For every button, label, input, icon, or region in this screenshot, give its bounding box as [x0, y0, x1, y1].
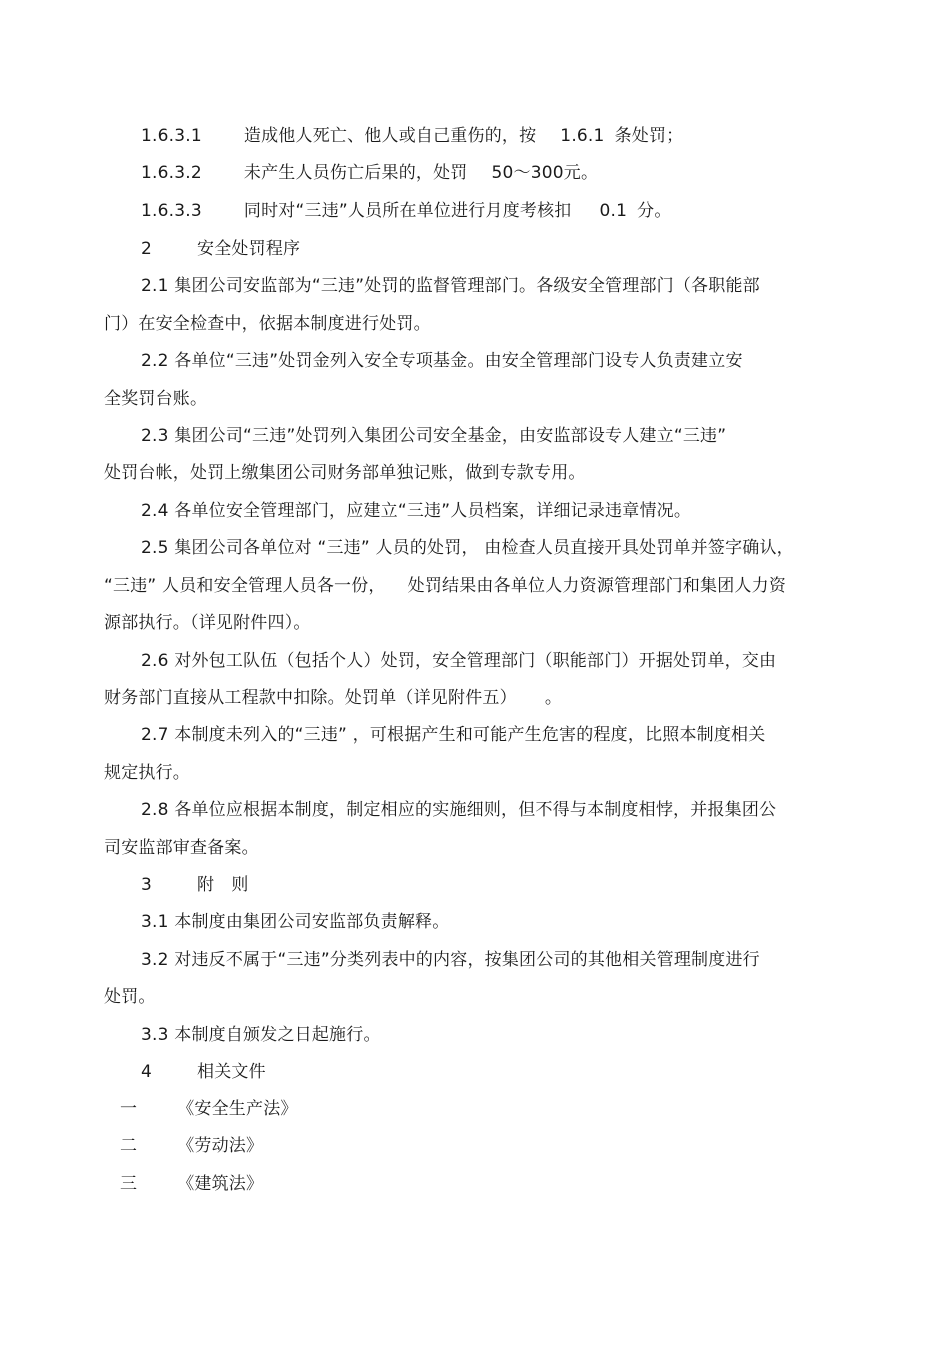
related-doc-1 [120, 1097, 298, 1121]
clause-1-6-3-2 [141, 161, 598, 185]
para-2-1-line-1: 2.1 集团公司安监部为“三违”处罚的监督管理部门。各级安全管理部门（各职能部 [141, 276, 760, 296]
doc-index: 二 [120, 1136, 138, 1156]
para-3-3: 3.3 本制度自颁发之日起施行。 [141, 1025, 381, 1045]
section-number: 4 [141, 1062, 153, 1082]
section-title: 附 则 [197, 875, 249, 895]
clause-text: 造成他人死亡、他人或自己重伤的，按 [243, 126, 537, 146]
clause-text-tail: 分。 [637, 201, 672, 221]
para-3-1: 3.1 本制度由集团公司安监部负责解释。 [141, 912, 450, 932]
section-3-heading [141, 873, 249, 897]
clause-text-tail: 条处罚； [614, 126, 684, 146]
section-title: 相关文件 [197, 1062, 266, 1082]
related-doc-2 [120, 1134, 263, 1158]
section-number: 2 [141, 239, 153, 259]
para-2-8-line-1: 2.8 各单位应根据本制度，制定相应的实施细则，但不得与本制度相悖，并报集团公 [141, 800, 777, 820]
clause-amount: 50～300元。 [491, 163, 599, 183]
para-2-8-line-2: 司安监部审查备案。 [104, 838, 259, 858]
para-2-1-line-2: 门）在安全检查中，依据本制度进行处罚。 [104, 314, 431, 334]
para-2-6-line-2 [104, 686, 562, 710]
para-2-7-line-2: 规定执行。 [104, 763, 190, 783]
para-2-5-line-3: 源部执行。（详见附件四）。 [104, 613, 311, 633]
clause-ref: 1.6.1 [560, 126, 605, 146]
section-4-heading [141, 1060, 266, 1084]
para-2-5-line-2b: 处罚结果由各单位人力资源管理部门和集团人力资 [407, 576, 787, 596]
para-2-5-line-1: 2.5 集团公司各单位对 “三违” 人员的处罚， 由检查人员直接开具处罚单并签字确认， [141, 538, 794, 558]
section-title: 安全处罚程序 [197, 239, 301, 259]
doc-name: 《安全生产法》 [177, 1099, 298, 1119]
para-2-6-line-1: 2.6 对外包工队伍（包括个人）处罚，安全管理部门（职能部门）开据处罚单，交由 [141, 651, 777, 671]
clause-number: 1.6.3.3 [141, 201, 202, 221]
para-2-3-line-1: 2.3 集团公司“三违”处罚列入集团公司安全基金，由安监部设专人建立“三违” [141, 426, 727, 446]
para-3-2-line-1: 3.2 对违反不属于“三违”分类列表中的内容，按集团公司的其他相关管理制度进行 [141, 950, 760, 970]
section-2-heading [141, 237, 300, 261]
para-2-5-line-2a: “三违” 人员和安全管理人员各一份， [104, 576, 386, 596]
para-2-2-line-1: 2.2 各单位“三违”处罚金列入安全专项基金。由安全管理部门设专人负责建立安 [141, 351, 743, 371]
clause-1-6-3-3 [141, 199, 672, 223]
doc-index: 一 [120, 1099, 138, 1119]
para-2-4: 2.4 各单位安全管理部门，应建立“三违”人员档案，详细记录违章情况。 [141, 501, 692, 521]
para-2-3-line-2: 处罚台帐，处罚上缴集团公司财务部单独记账，做到专款专用。 [104, 463, 586, 483]
doc-name: 《劳动法》 [177, 1136, 264, 1156]
para-2-2-line-2: 全奖罚台账。 [104, 389, 208, 409]
section-number: 3 [141, 875, 153, 895]
doc-index: 三 [120, 1174, 138, 1194]
clause-score: 0.1 [599, 201, 628, 221]
doc-name: 《建筑法》 [177, 1174, 264, 1194]
para-3-2-line-2: 处罚。 [104, 987, 156, 1007]
clause-number: 1.6.3.1 [141, 126, 202, 146]
clause-1-6-3-1 [141, 124, 683, 148]
clause-text: 未产生人员伤亡后果的，处罚 [243, 163, 468, 183]
para-2-6-line-2a: 财务部门直接从工程款中扣除。处罚单（详见附件五） [104, 688, 517, 708]
clause-number: 1.6.3.2 [141, 163, 202, 183]
clause-text: 同时对“三违”人员所在单位进行月度考核扣 [243, 201, 572, 221]
para-2-5-line-2 [104, 574, 786, 598]
para-2-7-line-1: 2.7 本制度未列入的“三违” ，可根据产生和可能产生危害的程度，比照本制度相关 [141, 725, 766, 745]
related-doc-3 [120, 1172, 263, 1196]
para-2-6-line-2b: 。 [544, 688, 563, 708]
